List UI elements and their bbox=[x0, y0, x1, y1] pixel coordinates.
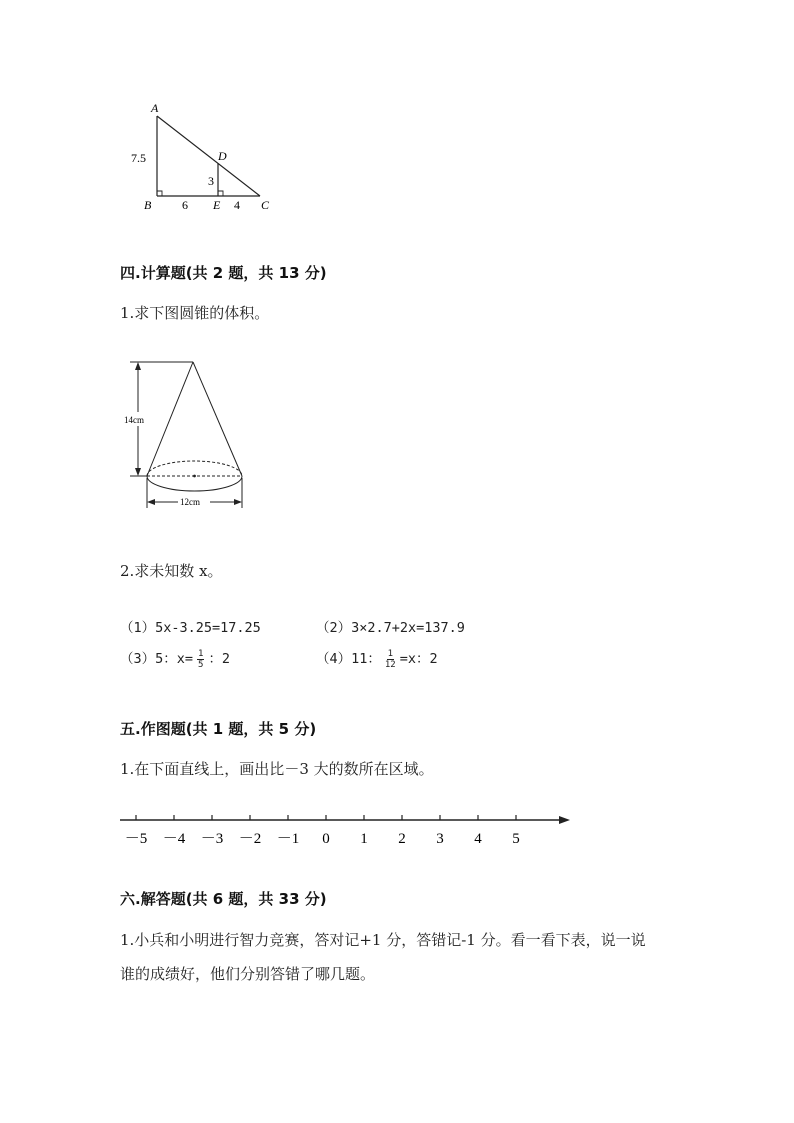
similar-triangles-figure bbox=[120, 95, 290, 220]
section6-question-1-line2: 谁的成绩好，他们分别答错了哪几题。 bbox=[120, 965, 376, 983]
label-a: A bbox=[151, 101, 159, 115]
number-line-label: －2 bbox=[238, 831, 262, 847]
height-arrow-down bbox=[135, 468, 141, 476]
diameter-label: 12cm bbox=[180, 497, 200, 507]
label-e: E bbox=[213, 198, 221, 212]
section6-question-1-line1: 1.小兵和小明进行智力竞赛，答对记+1 分，答错记-1 分。看一看下表，说一说 bbox=[120, 931, 646, 949]
equation-4-denominator: 12 bbox=[384, 659, 396, 670]
length-ec: 4 bbox=[234, 198, 240, 212]
cone-right-edge bbox=[193, 362, 242, 476]
cone-figure bbox=[120, 350, 260, 520]
equation-3-fraction bbox=[197, 649, 204, 670]
section4-question-2: 2.求未知数 x。 bbox=[120, 562, 223, 580]
base-center-point bbox=[193, 475, 196, 478]
equation-3-suffix: ：2 bbox=[208, 651, 231, 667]
label-c: C bbox=[261, 198, 270, 212]
section5-question-1: 1.在下面直线上，画出比－3 大的数所在区域。 bbox=[120, 760, 434, 778]
number-line[interactable] bbox=[110, 808, 580, 853]
equation-3-prefix: （3）5：x= bbox=[120, 651, 194, 667]
section5-title: 五.作图题(共 1 题，共 5 分) bbox=[120, 720, 317, 738]
number-line-label: 2 bbox=[398, 831, 406, 847]
number-line-label: －3 bbox=[200, 831, 224, 847]
equation-4 bbox=[316, 647, 438, 670]
number-line-label: －1 bbox=[276, 831, 300, 847]
equation-3 bbox=[120, 647, 230, 670]
section4-question-1: 1.求下图圆锥的体积。 bbox=[120, 304, 270, 322]
number-line-label: －5 bbox=[124, 831, 148, 847]
equation-2: （2）3×2.7+2x=137.9 bbox=[316, 620, 465, 636]
number-line-label: 4 bbox=[474, 831, 482, 847]
number-line-label: 0 bbox=[322, 831, 330, 847]
height-arrow-up bbox=[135, 362, 141, 370]
section6-title: 六.解答题(共 6 题，共 33 分) bbox=[120, 890, 327, 908]
base-back-arc bbox=[147, 461, 242, 476]
number-line-label: －4 bbox=[162, 831, 186, 847]
label-d: D bbox=[218, 149, 227, 163]
number-line-label: 1 bbox=[360, 831, 368, 847]
number-line-label: 3 bbox=[436, 831, 444, 847]
section4-title: 四.计算题(共 2 题，共 13 分) bbox=[120, 264, 327, 282]
length-be: 6 bbox=[182, 198, 188, 212]
height-label: 14cm bbox=[124, 415, 144, 425]
equation-1: （1）5x-3.25=17.25 bbox=[120, 620, 261, 636]
equation-4-numerator: 1 bbox=[387, 648, 394, 659]
equation-3-numerator: 1 bbox=[198, 648, 204, 659]
right-angle-e bbox=[218, 191, 223, 196]
equation-4-prefix: （4）11： bbox=[316, 651, 381, 667]
right-angle-b bbox=[157, 191, 162, 196]
diameter-arrow-right bbox=[234, 499, 242, 505]
number-line-label: 5 bbox=[512, 831, 520, 847]
base-front-arc bbox=[147, 476, 242, 491]
equation-4-suffix: =x：2 bbox=[399, 651, 438, 667]
length-de: 3 bbox=[208, 174, 214, 188]
number-line-arrow bbox=[559, 816, 570, 824]
equation-4-fraction bbox=[385, 649, 396, 670]
equation-3-denominator: 5 bbox=[198, 659, 204, 670]
label-b: B bbox=[144, 198, 152, 212]
length-ab: 7.5 bbox=[131, 151, 146, 165]
diameter-arrow-left bbox=[147, 499, 155, 505]
